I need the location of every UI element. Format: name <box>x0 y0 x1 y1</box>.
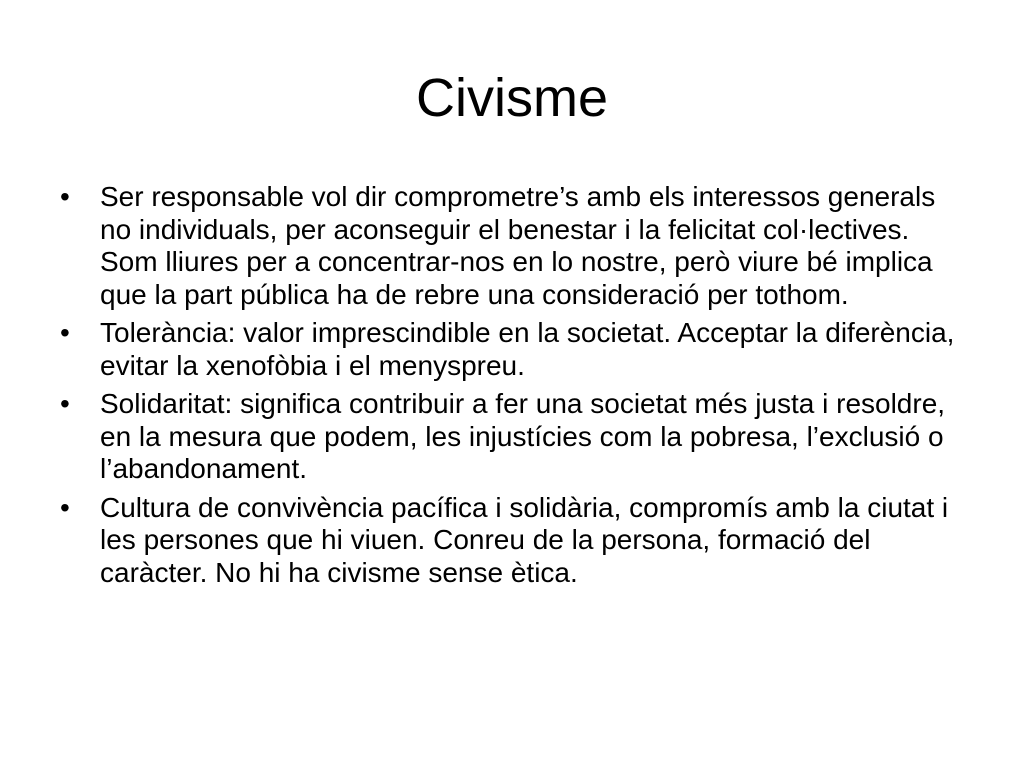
bullet-item <box>58 492 968 590</box>
bullet-marker: • <box>60 491 70 523</box>
slide-title: Civisme <box>415 68 608 128</box>
bullet-item <box>58 317 968 382</box>
bullet-text: Ser responsable vol dir comprometre’s amb els interessos generals no individuals, per aconseguir el benestar i la felicitat col·lectives. Som lliures per a concentrar-nos en lo nostre, però viure bé implica que la part pública ha de rebre una consideració per tothom. <box>100 181 936 310</box>
bullet-item <box>58 181 968 311</box>
bullet-text: Tolerància: valor imprescindible en la societat. Acceptar la diferència, evitar la xenofòbia i el menyspreu. <box>100 317 955 381</box>
bullet-marker: • <box>60 317 70 348</box>
bullet-text: Solidaritat: significa contribuir a fer una societat més justa i resoldre, en la mesura que podem, les injustícies com la pobresa, l’exclusió o l’abandonament. <box>100 388 946 484</box>
bullet-item <box>58 388 968 486</box>
bullet-marker: • <box>60 181 70 212</box>
bullet-marker: • <box>60 388 70 419</box>
bullet-text: Cultura de convivència pacífica i solidària, compromís amb la ciutat i les persones que hi viuen. Conreu de la persona, formació del caràcter. No hi ha civisme sense ètica. <box>100 491 949 588</box>
bullet-list <box>58 181 968 595</box>
